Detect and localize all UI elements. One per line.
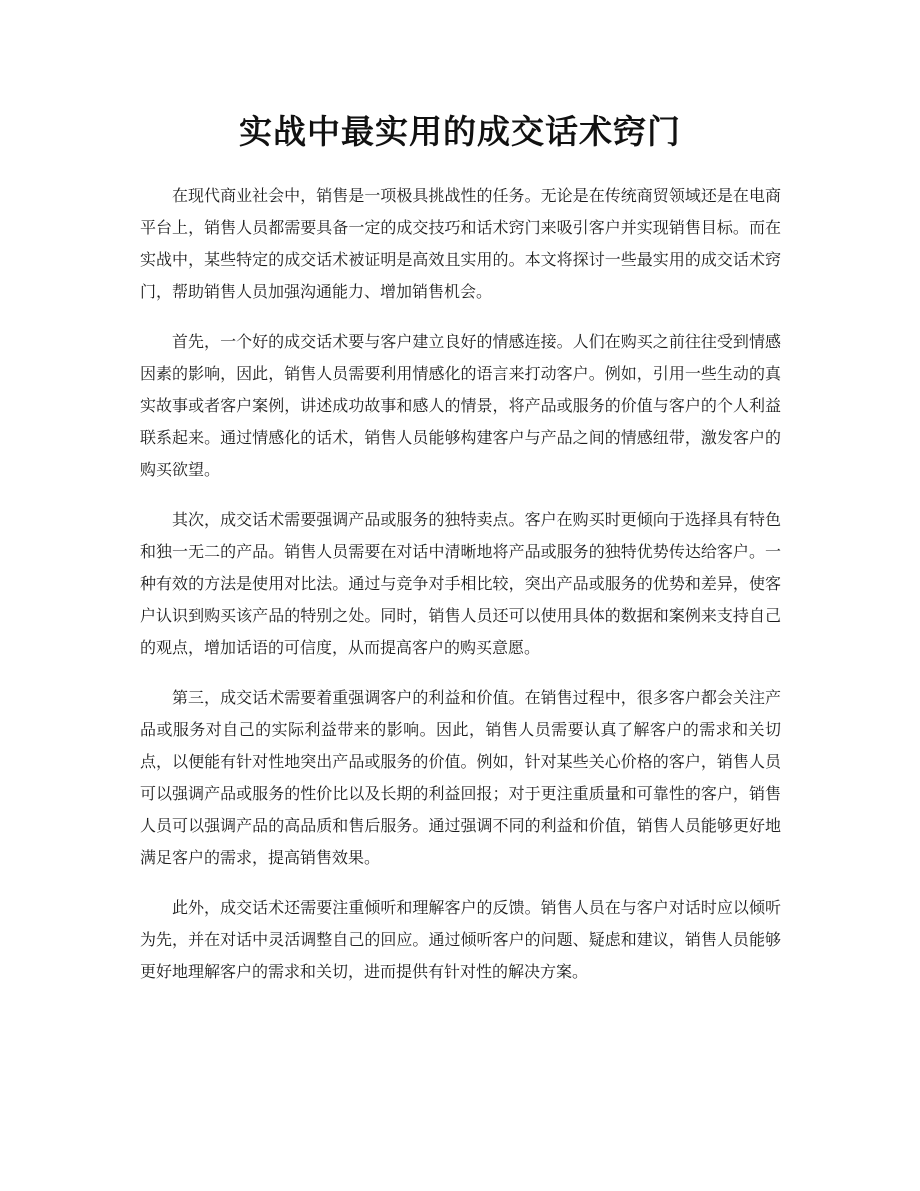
paragraph-unique-selling-point: 其次，成交话术需要强调产品或服务的独特卖点。客户在购买时更倾向于选择具有特色和独一无二的产品。销售人员需要在对话中清晰地将产品或服务的独特优势传达给客户。一种有效的方法是使用对比法。通过与竞争对手相比较，突出产品或服务的优势和差异，使客户认识到购买该产品的特别之处。同时，销售人员还可以使用具体的数据和案例来支持自己的观点，增加话语的可信度，从而提高客户的购买意愿。 — [140, 510, 781, 657]
paragraph-intro: 在现代商业社会中，销售是一项极具挑战性的任务。无论是在传统商贸领域还是在电商平台上，销售人员都需要具备一定的成交技巧和话术窍门来吸引客户并实现销售目标。而在实战中，某些特定的成交话术被证明是高效且实用的。本文将探讨一些最实用的成交话术窍门，帮助销售人员加强沟通能力、增加销售机会。 — [140, 186, 781, 301]
paragraph-emotional-connection: 首先，一个好的成交话术要与客户建立良好的情感连接。人们在购买之前往往受到情感因素的影响，因此，销售人员需要利用情感化的语言来打动客户。例如，引用一些生动的真实故事或者客户案例，讲述成功故事和感人的情景，将产品或服务的价值与客户的个人利益联系起来。通过情感化的话术，销售人员能够构建客户与产品之间的情感纽带，激发客户的购买欲望。 — [140, 332, 781, 479]
page-title: 实战中最实用的成交话术窍门 — [239, 112, 681, 151]
paragraph-customer-benefit: 第三，成交话术需要着重强调客户的利益和价值。在销售过程中，很多客户都会关注产品或服务对自己的实际利益带来的影响。因此，销售人员需要认真了解客户的需求和关切点，以便能有针对性地突出产品或服务的价值。例如，针对某些关心价格的客户，销售人员可以强调产品或服务的性价比以及长期的利益回报；对于更注重质量和可靠性的客户，销售人员可以强调产品的高品质和售后服务。通过强调不同的利益和价值，销售人员能够更好地满足客户的需求，提高销售效果。 — [140, 688, 781, 867]
document-body — [140, 180, 781, 1006]
paragraph-listening: 此外，成交话术还需要注重倾听和理解客户的反馈。销售人员在与客户对话时应以倾听为先，并在对话中灵活调整自己的回应。通过倾听客户的问题、疑虑和建议，销售人员能够更好地理解客户的需求和关切，进而提供有针对性的解决方案。 — [140, 898, 781, 981]
